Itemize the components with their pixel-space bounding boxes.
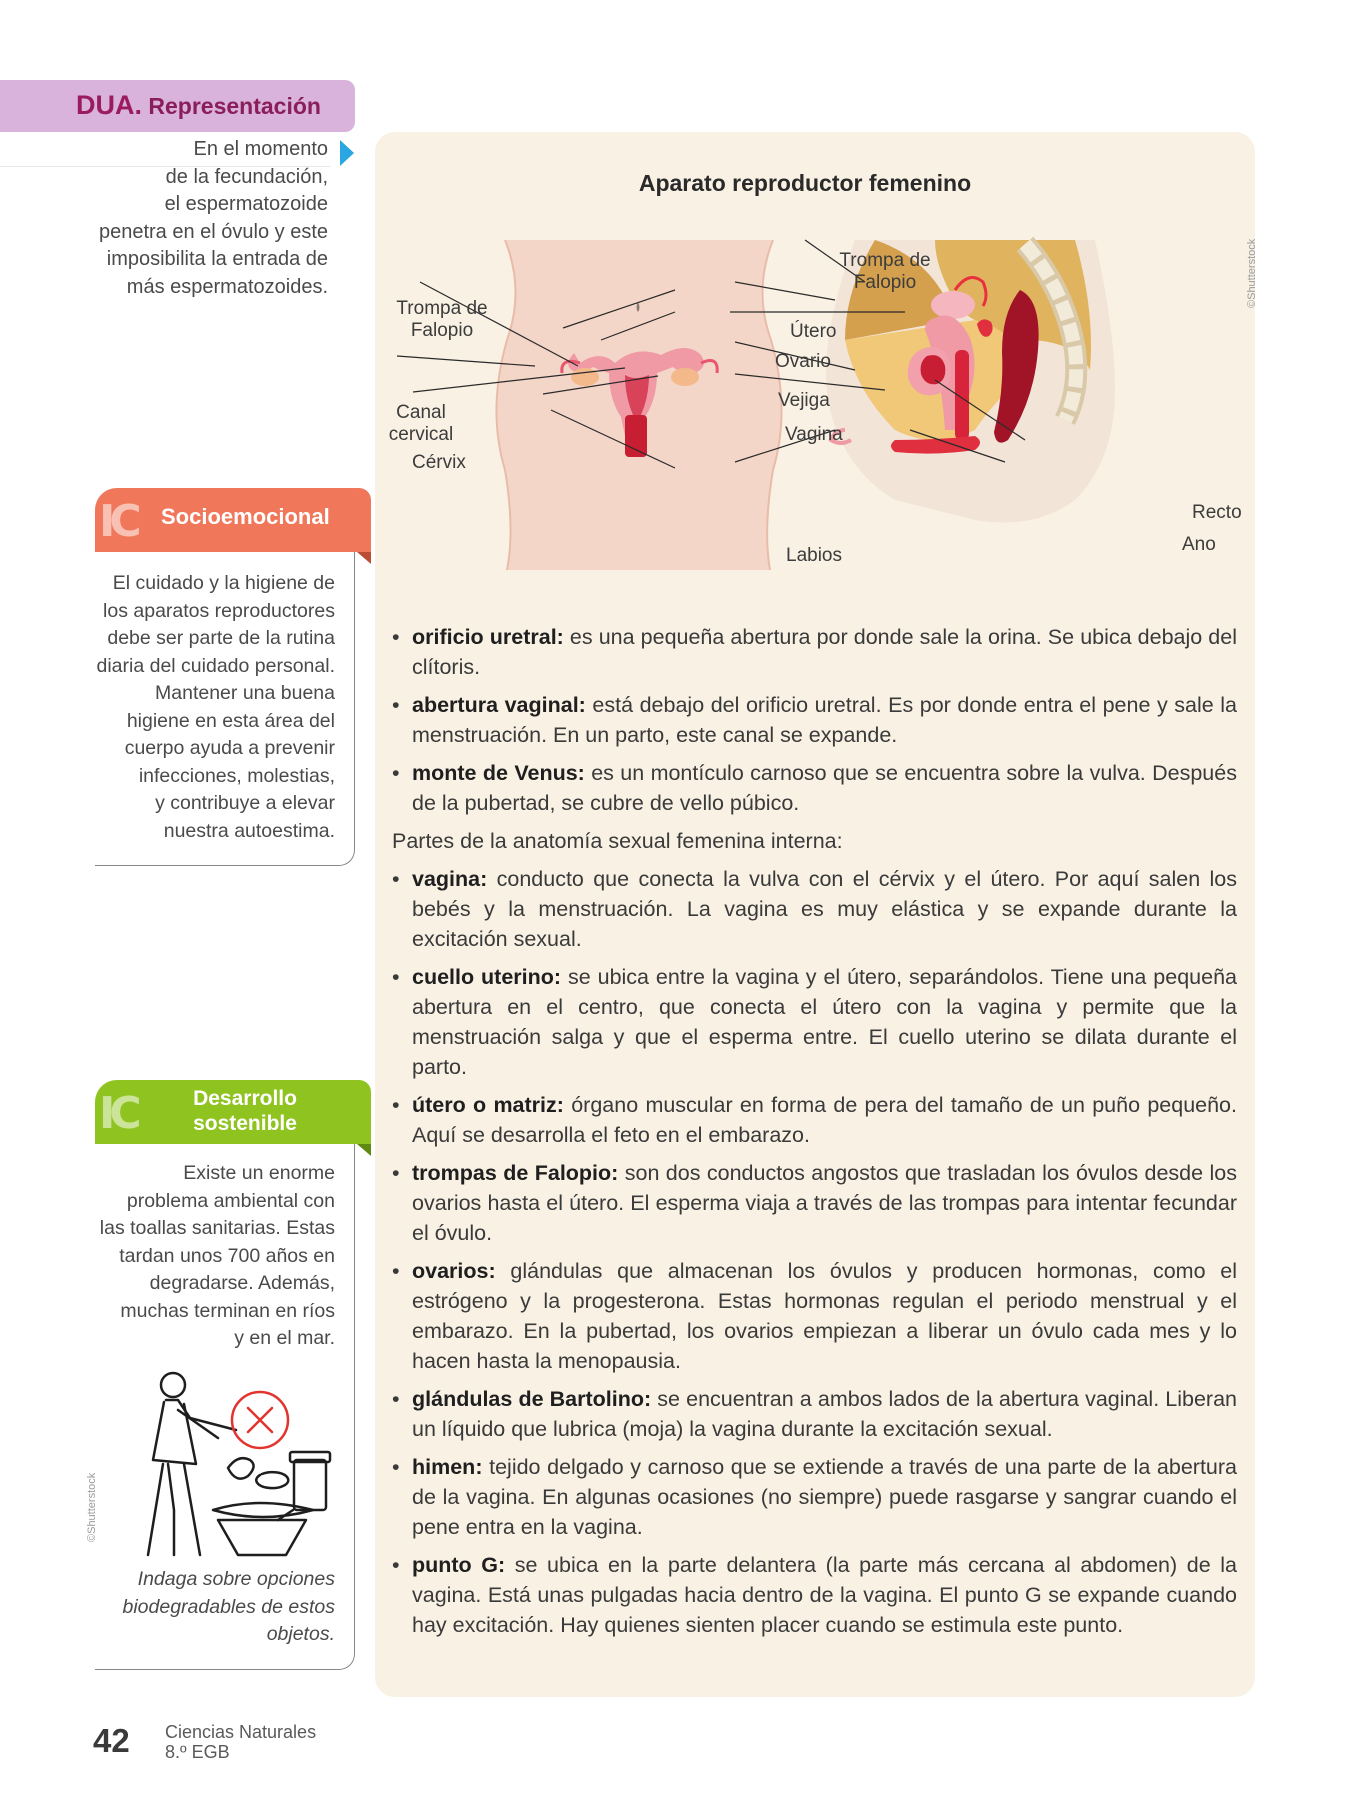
list-item — [392, 1384, 1237, 1444]
image-credit: ©Shutterstock — [86, 1472, 98, 1542]
term: monte de Venus: — [412, 761, 585, 785]
definition: se encuentran a ambos lados de la abertura vaginal. Liberan un líquido que lubrica (moja) la vagina durante la excitación sexual. — [412, 1387, 1238, 1441]
des-italic-line: biodegradables de estos — [122, 1595, 335, 1618]
desarrollo-title — [155, 1086, 335, 1136]
dua-text — [60, 136, 328, 301]
desarrollo-title-line: Desarrollo — [193, 1087, 297, 1110]
des-line: las toallas sanitarias. Estas — [99, 1217, 335, 1239]
socio-line: cuerpo ayuda a prevenir — [124, 737, 335, 759]
des-line: Existe un enorme — [183, 1162, 335, 1184]
label-cervix: Cérvix — [412, 452, 466, 473]
book-subject: Ciencias Naturales — [165, 1722, 317, 1742]
term: abertura vaginal: — [412, 693, 586, 717]
list-item — [392, 864, 1237, 954]
label-trompa-right — [830, 250, 940, 294]
corner-fold — [357, 1144, 371, 1156]
section-intro: Partes de la anatomía sexual femenina interna: — [392, 829, 843, 853]
definition: son dos conductos angostos que trasladan los óvulos desde los ovarios hasta el útero. El esperma viaja a través de las trompas para intentar fecundar el óvulo. — [412, 1161, 1237, 1245]
label-line: Canal — [396, 402, 446, 423]
socioemocional-text — [95, 570, 335, 845]
list-item — [392, 622, 1237, 682]
term: cuello uterino: — [412, 965, 562, 989]
book-grade: 8.º EGB — [165, 1742, 230, 1762]
label-vejiga: Vejiga — [778, 390, 830, 411]
definition: se ubica en la parte delantera (la parte más cercana al abdomen) de la vagina. Está unas pulgadas hacia dentro de la vagina. El punto G se expande cuando hay excitación. Hay quienes sienten placer cuando se estimula este punto. — [412, 1553, 1237, 1637]
label-line: Trompa de — [396, 298, 488, 319]
des-line: degradarse. Además, — [149, 1272, 335, 1294]
socio-line: Mantener una buena — [155, 682, 335, 704]
socio-line: debe ser parte de la rutina — [107, 627, 335, 649]
corner-fold — [357, 552, 371, 564]
definition: es un montículo carnoso que se encuentra sobre la vulva. Después de la pubertad, se cubre de vello púbico. — [412, 761, 1237, 815]
desarrollo-header — [95, 1080, 371, 1144]
socio-line: higiene en esta área del — [126, 709, 335, 732]
socio-line: diaria del cuidado personal. — [96, 654, 335, 677]
prohibited-icon — [232, 1392, 288, 1448]
figure-credit: ©Shutterstock — [1246, 238, 1258, 308]
dua-line: el espermatozoide — [164, 193, 328, 215]
term: orificio uretral: — [412, 625, 564, 649]
label-ovario: Ovario — [775, 351, 831, 372]
figure-title: Aparato reproductor femenino — [638, 170, 972, 196]
label-labios: Labios — [786, 545, 842, 566]
dua-line: más espermatozoides. — [126, 275, 328, 298]
arrow-right-icon — [340, 140, 354, 166]
definition: es una pequeña abertura por donde sale la orina. Se ubica debajo del clítoris. — [412, 625, 1238, 679]
list-item — [392, 758, 1237, 818]
page-number: 42 — [93, 1722, 130, 1759]
dua-line: imposibilita la entrada de — [106, 248, 328, 270]
term: glándulas de Bartolino: — [412, 1387, 652, 1411]
des-line: y en el mar. — [234, 1327, 335, 1349]
label-trompa-left — [392, 298, 492, 342]
definition: está debajo del orificio uretral. Es por donde entra el pene y sale la menstruación. En un parto, este canal se expande. — [412, 693, 1238, 747]
label-canal-cervical — [386, 402, 456, 446]
label-recto: Recto — [1192, 502, 1242, 523]
definition: se ubica entre la vagina y el útero, separándolos. Tiene una pequeña abertura en el centro, que conecta el útero con la vagina y permite que la menstruación salga y que el esperma entre. El cuello uterino se dilata durante el parto. — [412, 965, 1237, 1079]
term: punto G: — [412, 1553, 506, 1577]
desarrollo-question — [110, 1566, 335, 1649]
list-item — [392, 962, 1237, 1082]
label-ano: Ano — [1182, 534, 1216, 555]
label-line: Falopio — [853, 272, 917, 293]
ic-logo-icon: IC — [99, 1088, 136, 1139]
book-info — [165, 1722, 316, 1762]
des-italic-line: objetos. — [266, 1623, 335, 1645]
label-line: Falopio — [410, 320, 474, 341]
label-line: Trompa de — [839, 250, 931, 271]
des-line: tardan unos 700 años en — [119, 1244, 335, 1267]
des-italic-line: Indaga sobre opciones — [137, 1568, 335, 1590]
socio-line: los aparatos reproductores — [103, 599, 335, 622]
term: trompas de Falopio: — [412, 1161, 619, 1185]
des-line: problema ambiental con — [126, 1189, 335, 1212]
dua-label: DUA. — [76, 90, 142, 120]
dua-line: de la fecundación, — [165, 165, 328, 188]
label-utero: Útero — [790, 321, 837, 342]
socio-line: infecciones, molestias, — [138, 764, 335, 787]
socioemocional-header — [95, 488, 371, 552]
dua-line: En el momento — [193, 138, 328, 160]
list-item — [392, 1256, 1237, 1376]
dua-header — [0, 80, 355, 132]
definition: tejido delgado y carnoso que se extiende a través de una parte de la abertura de la vagina. En algunas ocasiones (no siempre) puede rasgarse y sangrar cuando el pene entra en la vagina. — [412, 1455, 1237, 1539]
des-line: muchas terminan en ríos — [120, 1299, 335, 1322]
list-item — [392, 1550, 1237, 1640]
dua-subtitle: Representación — [142, 93, 321, 119]
list-item — [392, 1090, 1237, 1150]
dua-line: penetra en el óvulo y este — [98, 220, 328, 243]
label-vagina: Vagina — [785, 424, 843, 445]
definition: órgano muscular en forma de pera del tamaño de un puño pequeño. Aquí se desarrolla el feto en el embarazo. — [412, 1093, 1237, 1147]
socio-line: nuestra autoestima. — [163, 819, 335, 842]
frontal-view — [496, 240, 781, 570]
term: útero o matriz: — [412, 1093, 564, 1117]
definition: conducto que conecta la vulva con el cérvix y el útero. Por aquí salen los bebés y la menstruación. La vagina es muy elástica y se expande durante la excitación sexual. — [412, 867, 1237, 951]
label-line: cervical — [388, 424, 454, 445]
desarrollo-text — [95, 1160, 335, 1353]
socio-line: y contribuye a elevar — [155, 792, 335, 814]
ic-logo-icon: IC — [99, 496, 136, 547]
desarrollo-title-line: sostenible — [193, 1112, 297, 1135]
definition: glándulas que almacenan los óvulos y producen hormonas, como el estrógeno y la progesterona. Estas hormonas regulan el periodo menstrual y el embarazo. En la pubertad, los ovarios empiezan a liberar un óvulo cada mes y lo hacen hasta la menopausia. — [412, 1259, 1237, 1373]
term: himen: — [412, 1455, 483, 1479]
socio-line: El cuidado y la higiene de — [112, 572, 335, 594]
socioemocional-title: Socioemocional — [161, 504, 330, 529]
list-item — [392, 690, 1237, 750]
term: ovarios: — [412, 1259, 496, 1283]
no-flush-pad-illustration — [118, 1360, 338, 1560]
list-item — [392, 1452, 1237, 1542]
term: vagina: — [412, 867, 488, 891]
list-item — [392, 1158, 1237, 1248]
content-text — [392, 622, 1237, 1648]
